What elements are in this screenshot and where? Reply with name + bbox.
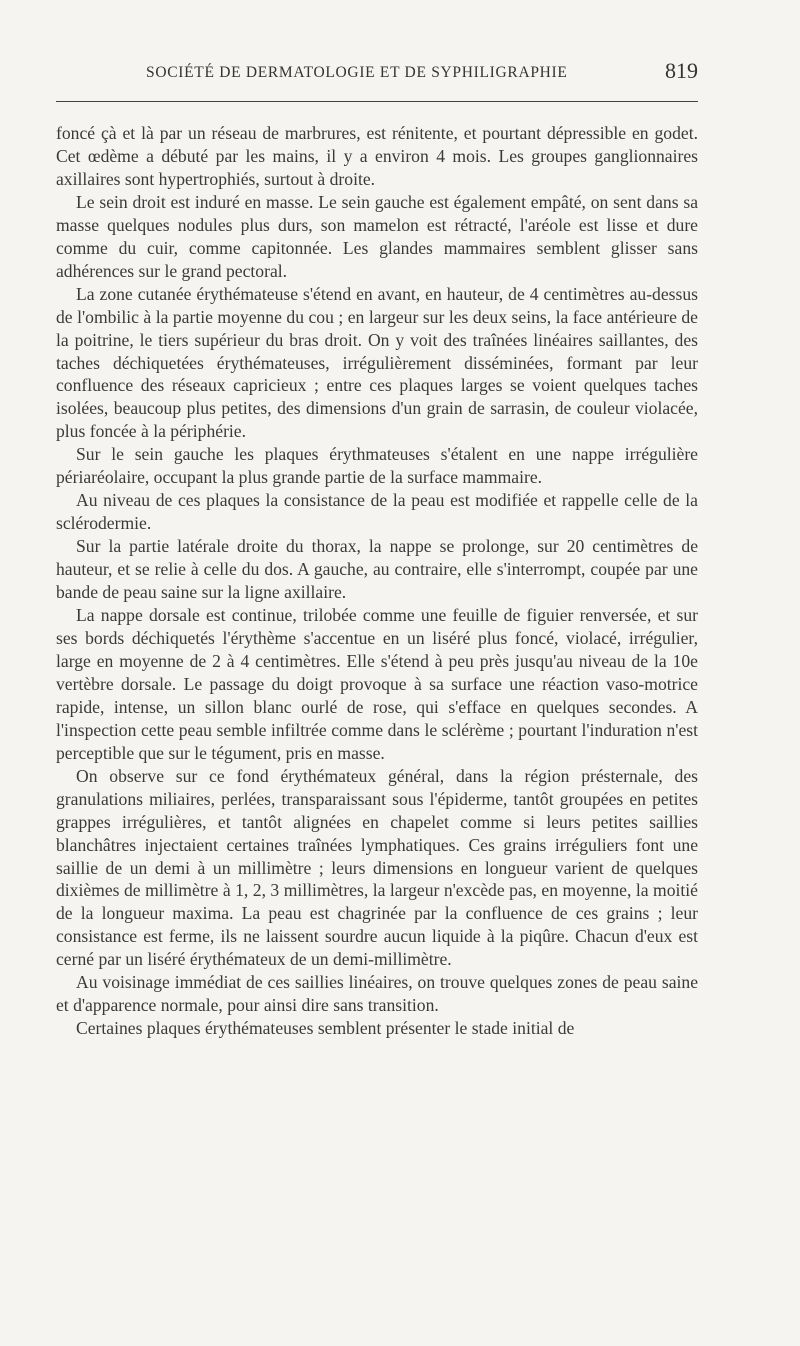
body-text bbox=[56, 122, 698, 1040]
paragraph: Sur le sein gauche les plaques érythmateuses s'étalent en une nappe irrégulière périaréolaire, occupant la plus grande partie de la surface mammaire. bbox=[56, 444, 698, 488]
paragraph: On observe sur ce fond érythémateux général, dans la région présternale, des granulations miliaires, perlées, transparaissant sous l'épiderme, tantôt groupées en petites grappes irrégulières, et tantôt alignées en chapelet comme si leurs petites saillies blanchâtres injectaient certaines traînées lymphatiques. Ces grains irréguliers font une saillie de un demi à un millimètre ; leurs dimensions en longueur varient de quelques dixièmes de millimètre à 1, 2, 3 millimètres, la largeur n'excède pas, en moyenne, la moitié de la longueur maxima. La peau est chagrinée par la confluence de ces grains ; leur consistance est ferme, ils ne laissent sourdre aucun liquide à la piqûre. Chacun d'eux est cerné par un liséré érythémateux de un demi-millimètre. bbox=[56, 765, 698, 970]
paragraph: Au voisinage immédiat de ces saillies linéaires, on trouve quelques zones de peau saine et d'apparence normale, pour ainsi dire sans transition. bbox=[56, 972, 698, 1016]
header-rule bbox=[56, 101, 698, 102]
running-title: SOCIÉTÉ DE DERMATOLOGIE ET DE SYPHILIGRAPHIE bbox=[146, 64, 568, 81]
paragraph: Le sein droit est induré en masse. Le sein gauche est également empâté, on sent dans sa masse quelques nodules plus durs, son mamelon est rétracté, l'aréole est lisse et dure comme du cuir, comme capitonnée. Les glandes mammaires semblent glisser sans adhérences sur le grand pectoral. bbox=[56, 191, 698, 281]
page-number: 819 bbox=[665, 58, 698, 83]
document-page bbox=[56, 56, 698, 1039]
paragraph: foncé çà et là par un réseau de marbrures, est rénitente, et pourtant dépressible en godet. Cet œdème a débuté par les mains, il y a environ 4 mois. Les groupes ganglionnaires axillaires sont hypertrophiés, surtout à droite. bbox=[56, 123, 698, 189]
paragraph: Au niveau de ces plaques la consistance de la peau est modifiée et rappelle celle de la sclérodermie. bbox=[56, 490, 698, 534]
page-header bbox=[56, 56, 698, 92]
paragraph: Certaines plaques érythémateuses semblent présenter le stade initial de bbox=[76, 1018, 575, 1039]
paragraph: La zone cutanée érythémateuse s'étend en avant, en hauteur, de 4 centimètres au-dessus de l'ombilic à la partie moyenne du cou ; en largeur sur les deux seins, la face antérieure de la poitrine, le tiers supérieur du bras droit. On y voit des traînées linéaires saillantes, des taches déchiquetées érythémateuses, irrégulièrement disséminées, formant par leur confluence des réseaux capricieux ; entre ces plaques larges se voient quelques taches isolées, beaucoup plus petites, des dimensions d'un grain de sarrasin, de couleur violacée, plus foncée à la périphérie. bbox=[56, 283, 698, 442]
paragraph: La nappe dorsale est continue, trilobée comme une feuille de figuier renversée, et sur ses bords déchiquetés l'érythème s'accentue en un liséré plus foncé, violacé, irrégulier, large en moyenne de 2 à 4 centimètres. Elle s'étend à peu près jusqu'au niveau de la 10e vertèbre dorsale. Le passage du doigt provoque à sa surface une réaction vaso-motrice rapide, intense, un sillon blanc ourlé de rose, qui s'efface en quelques secondes. A l'inspection cette peau semble infiltrée comme dans le sclérème ; pourtant l'induration n'est perceptible que sur le tégument, pris en masse. bbox=[56, 605, 698, 763]
paragraph: Sur la partie latérale droite du thorax, la nappe se prolonge, sur 20 centimètres de hauteur, et se relie à celle du dos. A gauche, au contraire, elle s'interrompt, coupée par une bande de peau saine sur la ligne axillaire. bbox=[56, 536, 698, 603]
